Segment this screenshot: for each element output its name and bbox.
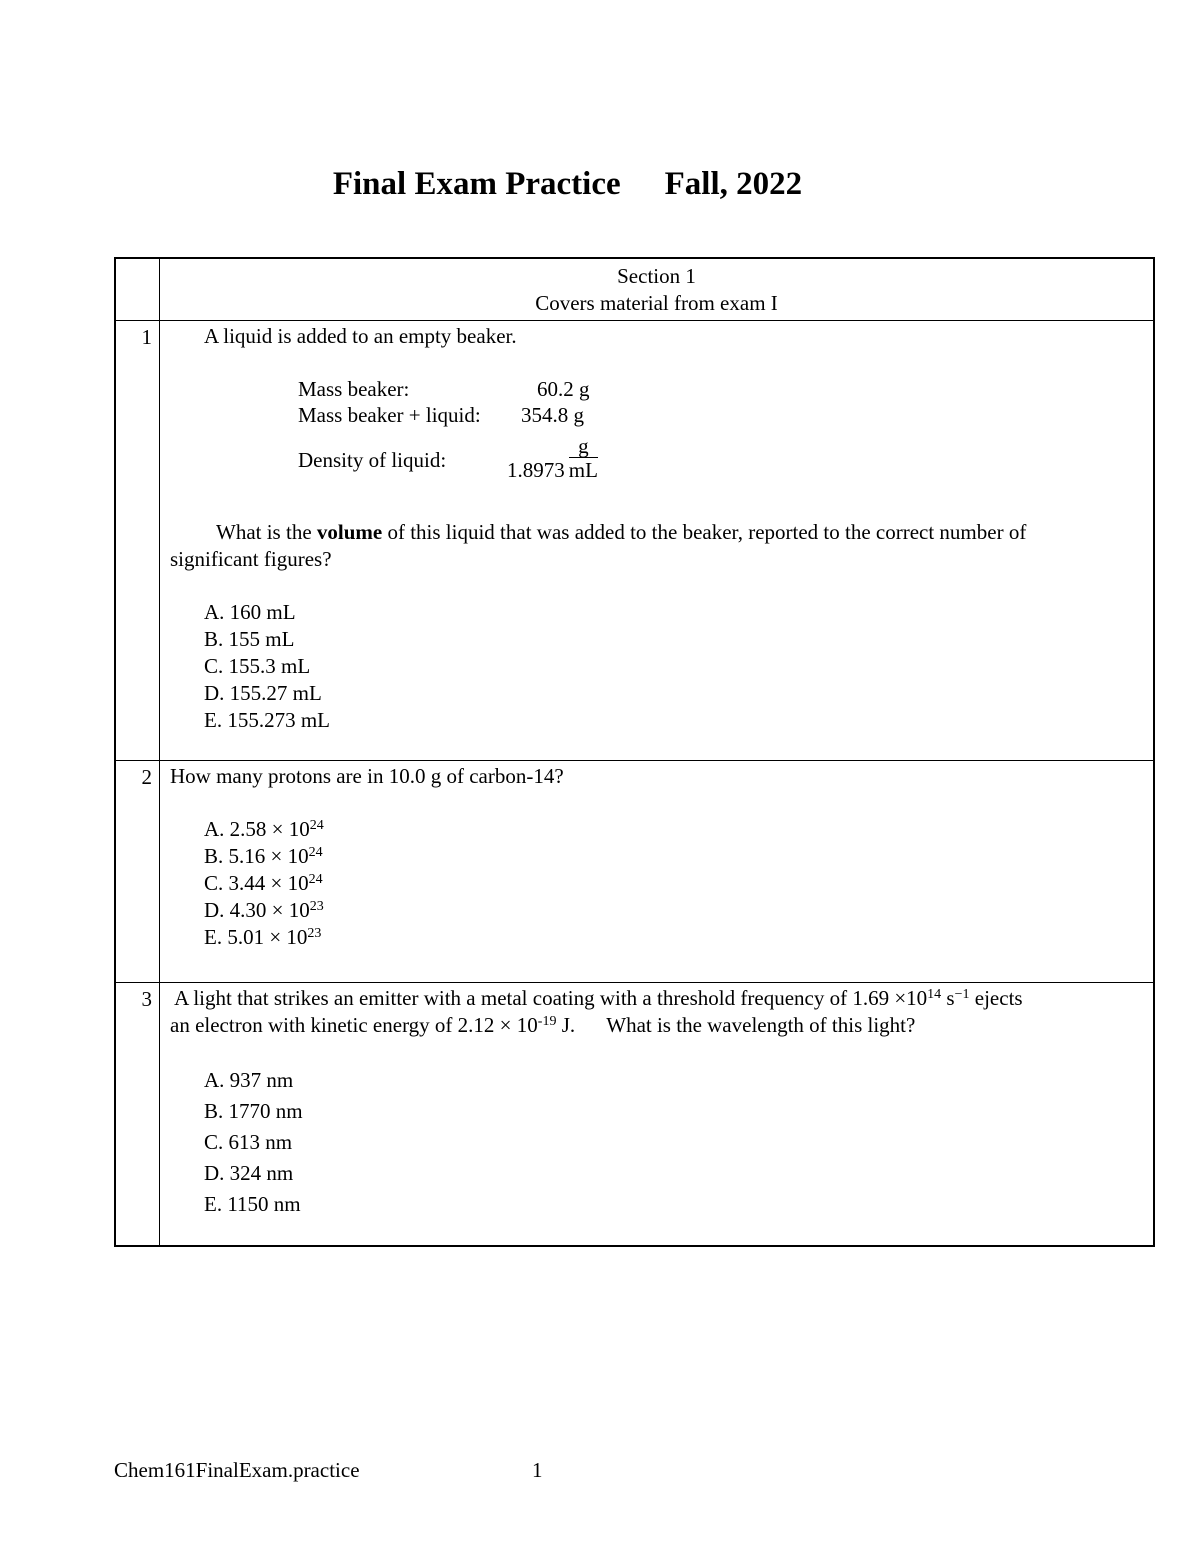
frequency-exponent: 14 xyxy=(927,987,942,1002)
section-header xyxy=(160,263,1153,317)
mass-total-value: 354.8 g xyxy=(521,403,584,427)
title-term: Fall, 2022 xyxy=(664,166,803,202)
question-text-start: What is the xyxy=(216,520,317,544)
answer-option xyxy=(204,870,323,897)
question-keyword: volume xyxy=(316,520,383,544)
title-text: Final Exam Practice xyxy=(332,166,621,202)
answer-option: A. 160 mL xyxy=(204,600,296,624)
answer-option-exponent: 24 xyxy=(309,818,324,833)
answer-option-exponent: 23 xyxy=(307,926,322,941)
question-text-part: an electron with kinetic energy of 2.12 × 10 xyxy=(170,1013,538,1037)
answer-option: E. 1150 nm xyxy=(204,1192,301,1216)
answer-option: B. 155 mL xyxy=(204,627,295,651)
question-text-part: ejects xyxy=(969,986,1023,1010)
answer-option-value: A. 2.58 × 10 xyxy=(204,817,310,841)
question-text-part: J. What is the wavelength of this light? xyxy=(556,1013,916,1037)
energy-exponent: -19 xyxy=(537,1014,557,1029)
answer-option: C. 613 nm xyxy=(204,1130,293,1154)
density-unit-denominator: mL xyxy=(568,458,598,482)
answer-option-exponent: 24 xyxy=(308,845,323,860)
answer-option xyxy=(204,816,324,843)
density-unit-fraction xyxy=(569,435,598,482)
answer-option: B. 1770 nm xyxy=(204,1099,303,1123)
answer-option xyxy=(204,897,324,924)
question-text-line2: significant figures? xyxy=(170,547,332,571)
answer-option: A. 937 nm xyxy=(204,1068,294,1092)
question-text-part: s xyxy=(941,986,955,1010)
question-text-part: A light that strikes an emitter with a metal coating with a threshold frequency of 1.69 ×10 xyxy=(170,986,928,1010)
question-text-end: of this liquid that was added to the beaker, reported to the correct number of xyxy=(382,520,1027,544)
question-number: 1 xyxy=(141,325,152,349)
exam-table xyxy=(114,257,1155,1247)
density-value: 1.8973 xyxy=(507,458,565,482)
footer-filename: Chem161FinalExam.practice xyxy=(114,1458,360,1482)
question-number: 3 xyxy=(141,987,152,1011)
section-title: Section 1 xyxy=(617,264,696,288)
question-text-line2 xyxy=(170,1012,915,1039)
answer-option-value: C. 3.44 × 10 xyxy=(204,871,309,895)
answer-option: D. 155.27 mL xyxy=(204,681,322,705)
answer-option-exponent: 23 xyxy=(309,899,324,914)
row-divider xyxy=(116,982,1153,983)
density-label: Density of liquid: xyxy=(298,448,447,472)
answer-option-value: D. 4.30 × 10 xyxy=(204,898,310,922)
answer-option: D. 324 nm xyxy=(204,1161,294,1185)
row-divider xyxy=(116,760,1153,761)
section-subtitle: Covers material from exam I xyxy=(535,291,778,315)
answer-option-value: E. 5.01 × 10 xyxy=(204,925,308,949)
answer-option: E. 155.273 mL xyxy=(204,708,330,732)
footer-page-number: 1 xyxy=(532,1458,543,1482)
question-intro: A liquid is added to an empty beaker. xyxy=(204,324,517,348)
question-text xyxy=(170,985,1023,1012)
answer-option: C. 155.3 mL xyxy=(204,654,311,678)
mass-beaker-label: Mass beaker: xyxy=(298,377,410,401)
question-text: How many protons are in 10.0 g of carbon-14? xyxy=(170,764,564,788)
question-text xyxy=(216,519,1026,546)
page-title xyxy=(0,166,1135,203)
density-unit-numerator: g xyxy=(569,435,598,458)
answer-option-value: B. 5.16 × 10 xyxy=(204,844,309,868)
row-divider xyxy=(116,320,1153,321)
answer-option xyxy=(204,924,321,951)
mass-total-label: Mass beaker + liquid: xyxy=(298,403,481,427)
number-column-divider xyxy=(159,259,160,1245)
unit-exponent: −1 xyxy=(954,987,970,1002)
mass-beaker-value: 60.2 g xyxy=(537,377,590,401)
question-number: 2 xyxy=(141,765,152,789)
answer-option xyxy=(204,843,323,870)
answer-option-exponent: 24 xyxy=(308,872,323,887)
density-expression xyxy=(507,435,598,484)
